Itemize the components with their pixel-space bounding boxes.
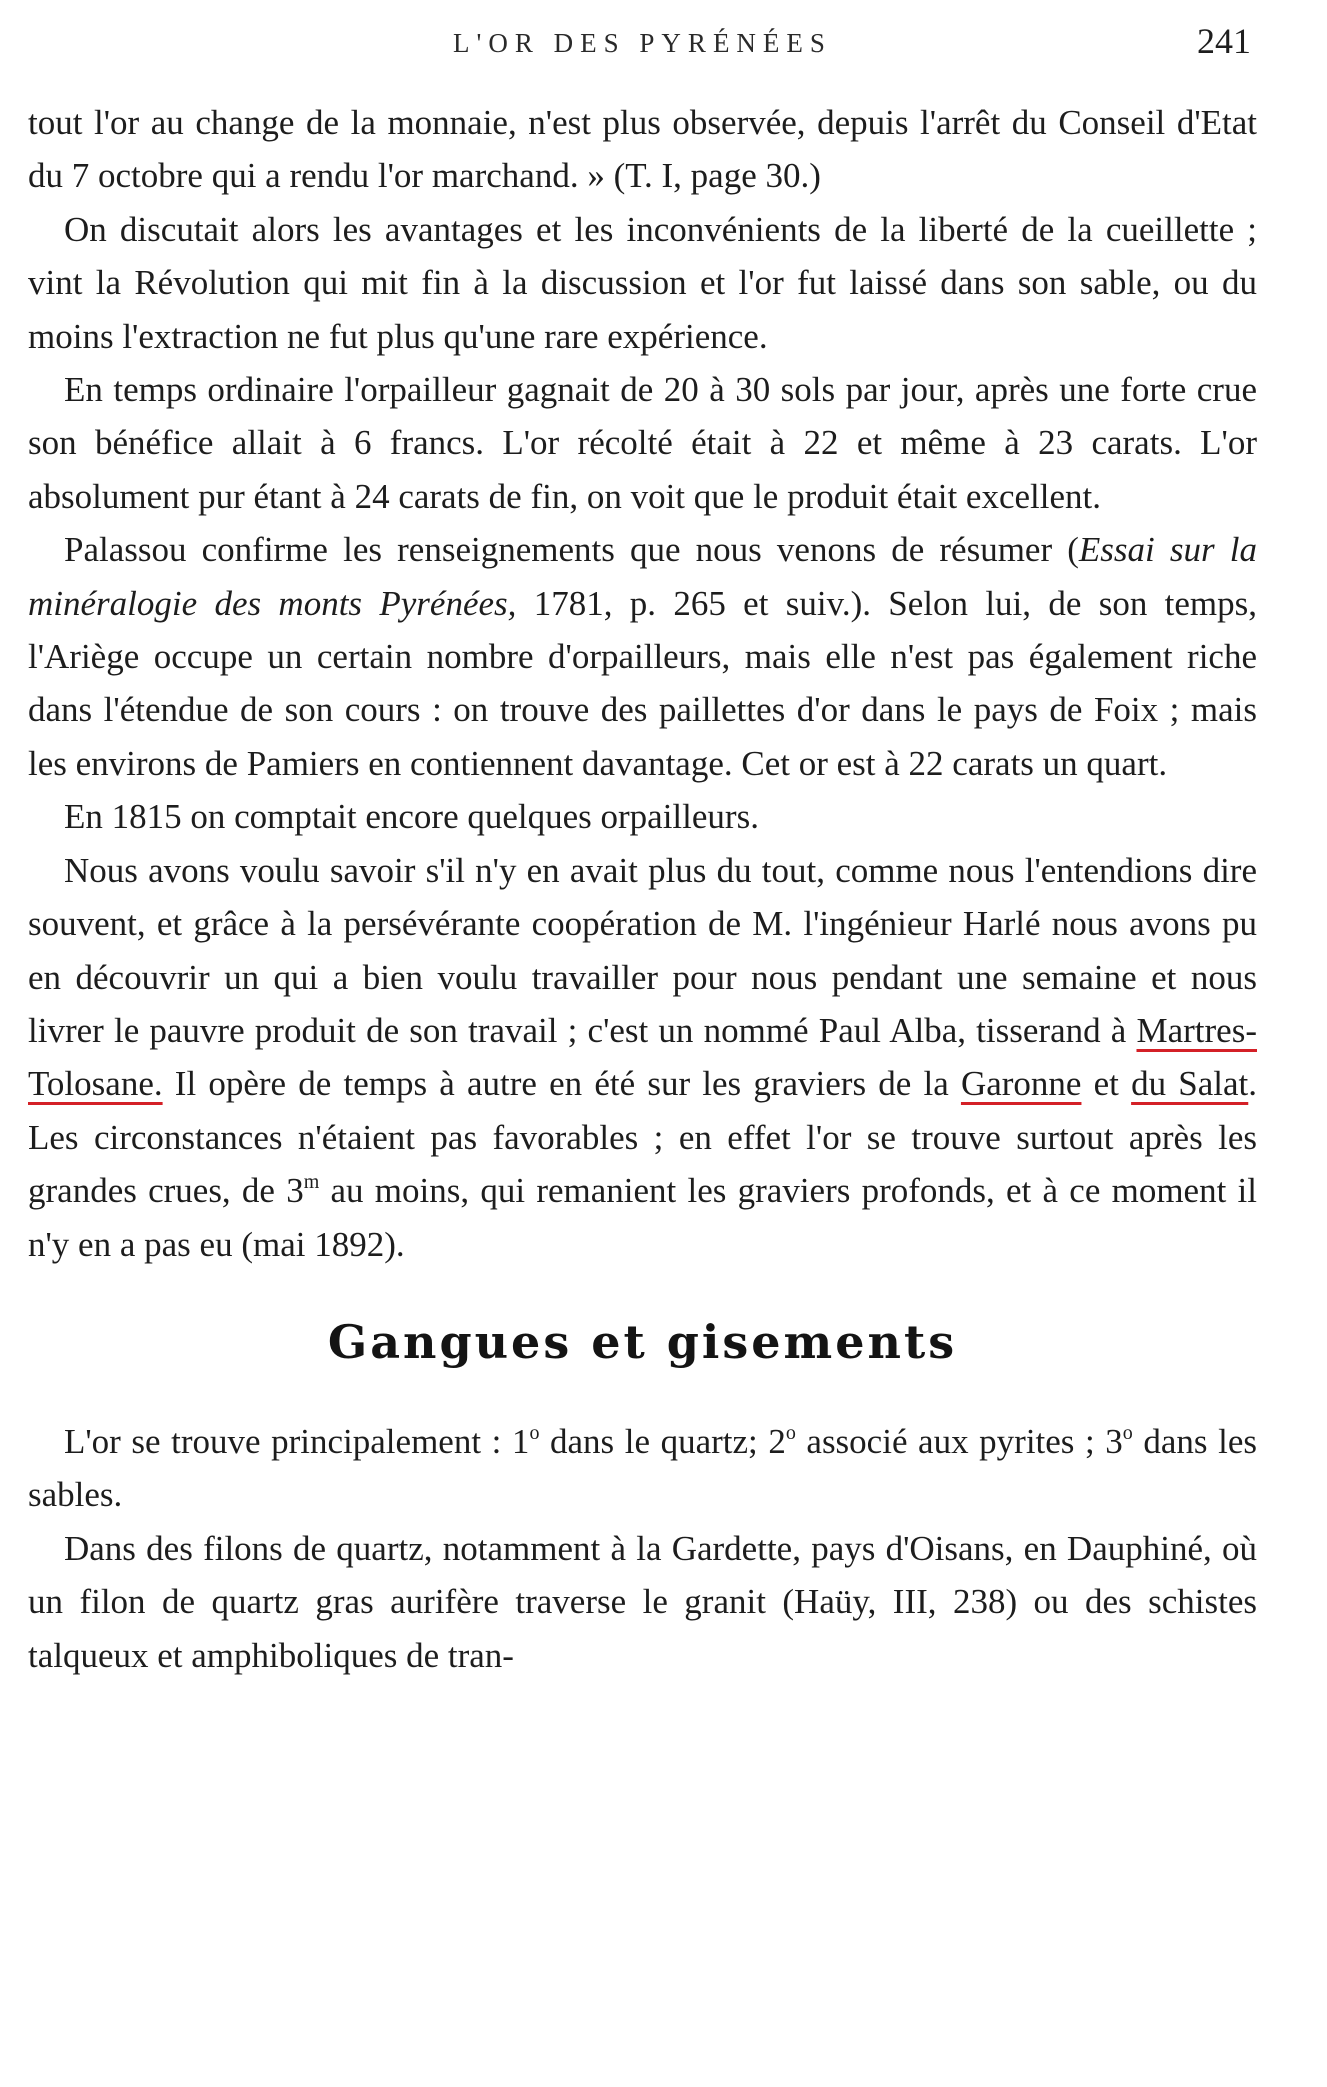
occurrence-text-a: L'or se trouve principalement : 1 xyxy=(64,1421,530,1461)
running-head xyxy=(28,18,1257,68)
paragraph-gold-occurrence xyxy=(28,1415,1257,1522)
running-title: L'OR DES PYRÉNÉES xyxy=(453,28,832,58)
alba-text-1: Nous avons voulu savoir s'il n'y en avait plus du tout, comme nous l'entendions dire souvent, et grâce à la persévérante coopération de M. l'ingénieur Harlé nous avons pu en découvrir un qui a bien voulu travailler pour nous pendant une semaine et nous livrer le pauvre produit de son travail ; c'est un nommé Paul Alba, tisserand à xyxy=(28,850,1257,1050)
book-title-citation: Essai sur la minéralogie des monts Pyrénées, xyxy=(28,530,1257,623)
section-heading: Gangues et gisements xyxy=(327,1314,958,1369)
place-salat: du Salat xyxy=(1131,1064,1249,1104)
alba-text-3: et xyxy=(1081,1064,1132,1104)
occurrence-text-b: dans le quartz; 2 xyxy=(539,1421,786,1461)
body-text xyxy=(28,96,1257,1682)
paragraph-liberty-of-gathering: On discutait alors les avantages et les inconvénients de la liberté de la cueillette ; vint la Révolution qui mit fin à la discussion et l'or fut laissé dans son sable, ou du moins l'extraction ne fut plus qu'une rare expérience. xyxy=(28,209,1257,356)
paragraph-continuation: tout l'or au change de la monnaie, n'est plus observée, depuis l'arrêt du Conseil d'Etat du 7 octobre qui a rendu l'or marchand. » (T. I, page 30.) xyxy=(28,103,1257,196)
alba-text-4: . Les circonstances n'étaient pas favorables ; en effet l'or se trouve surtout après les grandes crues, de 3 xyxy=(28,1064,1258,1211)
alba-text-5: au moins, qui remanient les graviers profonds, et à ce moment il n'y en a pas eu (mai 1892). xyxy=(28,1171,1258,1264)
palassou-text-before: Palassou confirme les renseignements que nous venons de résumer ( xyxy=(64,530,1079,570)
occurrence-text-d: dans les sables. xyxy=(28,1421,1257,1515)
paragraph-gold-panner-earnings: En temps ordinaire l'orpailleur gagnait de 20 à 30 sols par jour, après une forte crue son bénéfice allait à 6 francs. L'or récolté était à 22 et même à 23 carats. L'or absolument pur étant à 24 carats de fin, on voit que le produit était excellent. xyxy=(28,370,1257,516)
paragraph-1815: En 1815 on comptait encore quelques orpailleurs. xyxy=(64,797,759,837)
place-garonne: Garonne xyxy=(960,1064,1082,1104)
page-number: 241 xyxy=(1197,21,1251,61)
alba-text-2: Il opère de temps à autre en été sur les graviers de la xyxy=(162,1064,961,1104)
paragraph-paul-alba xyxy=(28,844,1257,1271)
occurrence-text-c: associé aux pyrites ; 3 xyxy=(795,1421,1123,1461)
ordinal-3: o xyxy=(1122,1421,1133,1444)
paragraph-quartz-veins: Dans des filons de quartz, notamment à la Gardette, pays d'Oisans, en Dauphiné, où un filon de quartz gras aurifère traverse le granit (Haüy, III, 238) ou des schistes talqueux et amphiboliques de tran- xyxy=(28,1528,1257,1675)
ordinal-2: o xyxy=(785,1421,796,1444)
ordinal-1: o xyxy=(529,1421,540,1444)
paragraph-palassou xyxy=(28,523,1257,790)
unit-metres: m xyxy=(303,1171,320,1194)
palassou-text-after: 1781, p. 265 et suiv.). Selon lui, de son temps, l'Ariège occupe un certain nombre d'orpailleurs, mais elle n'est pas également riche dans l'étendue de son cours : on trouve des paillettes d'or dans le pays de Foix ; mais les environs de Pamiers en contiennent davantage. Cet or est à 22 carats un quart. xyxy=(28,583,1257,783)
place-martres-tolosane: Martres-Tolosane. xyxy=(28,1010,1257,1104)
